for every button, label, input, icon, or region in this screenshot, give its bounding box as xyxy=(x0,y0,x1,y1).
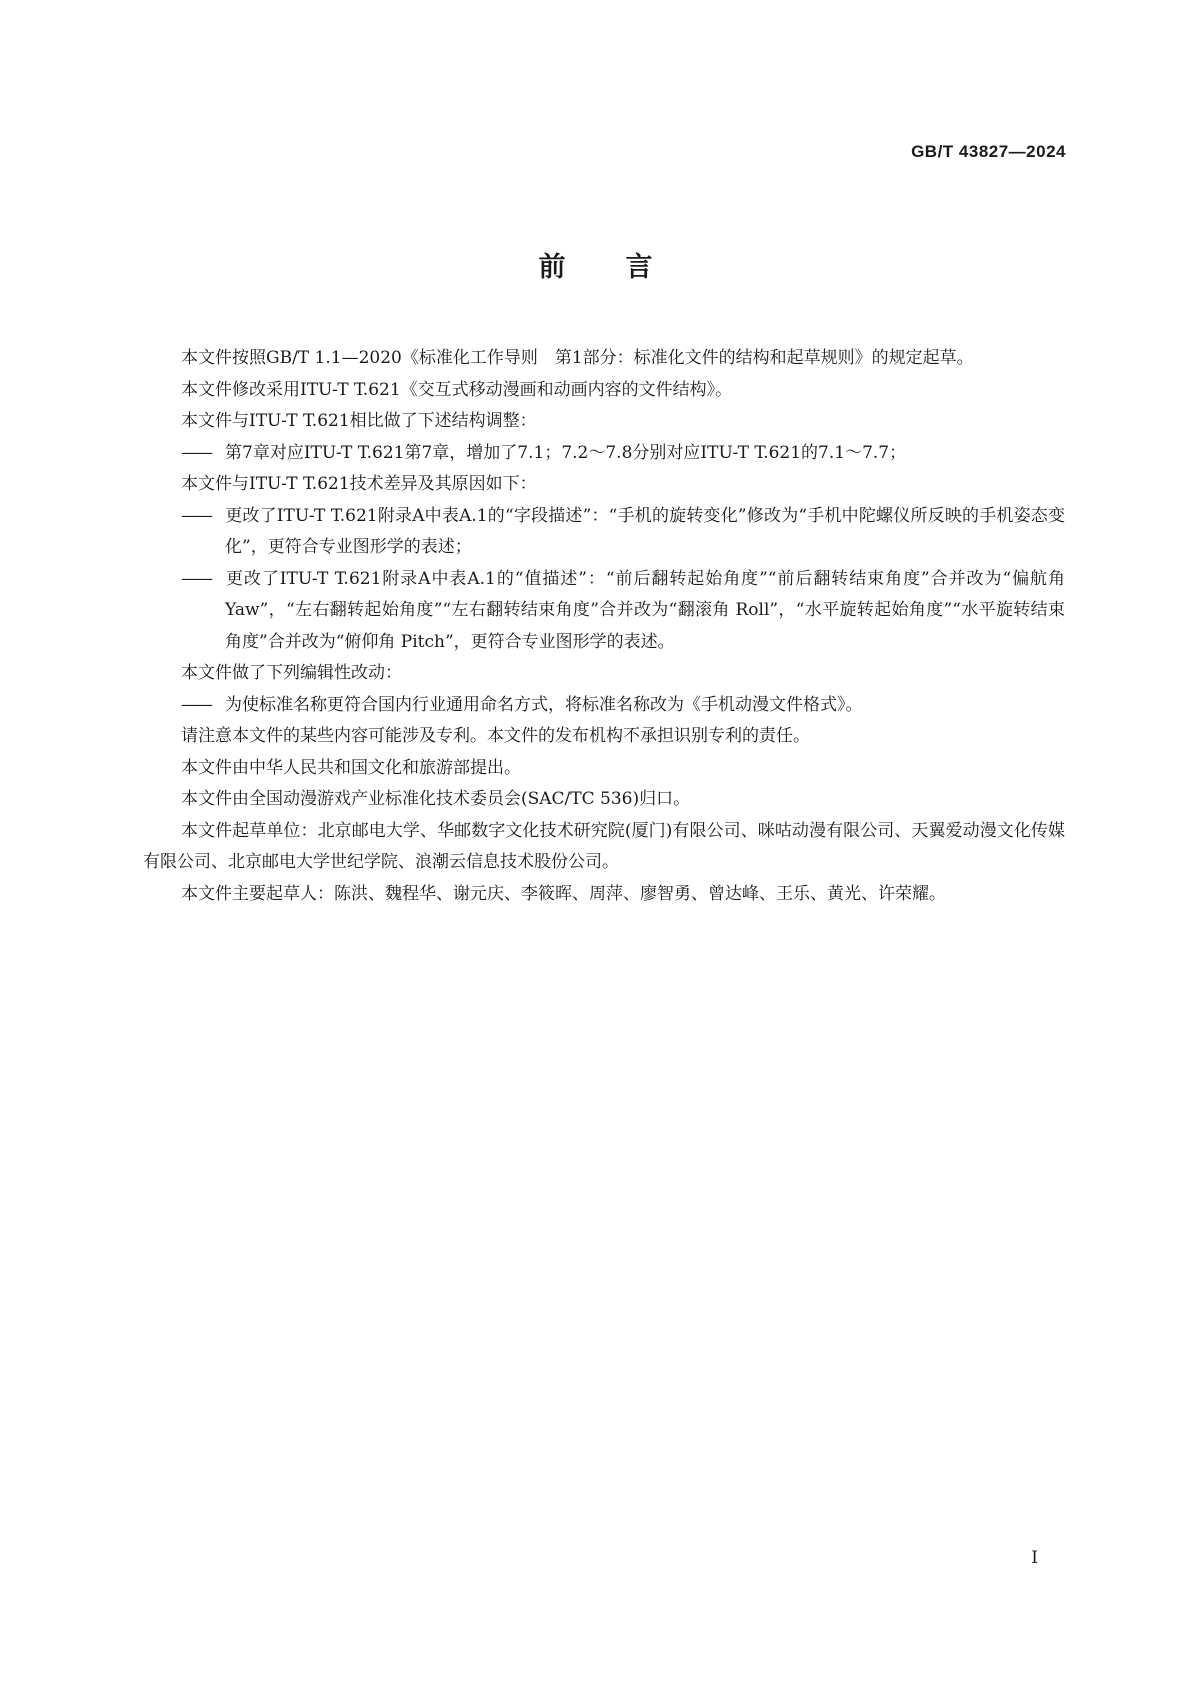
dash-marker: —— xyxy=(181,568,211,589)
paragraph: 本文件与ITU-T T.621技术差异及其原因如下： xyxy=(181,474,537,494)
paragraph: 本文件由全国动漫游戏产业标准化技术委员会(SAC/TC 536)归口。 xyxy=(181,789,691,809)
paragraph: 请注意本文件的某些内容可能涉及专利。本文件的发布机构不承担识别专利的责任。 xyxy=(181,726,810,746)
paragraph: 本文件按照GB/T 1.1—2020《标准化工作导则 第1部分：标准化文件的结构和起草规则》的规定起草。 xyxy=(181,348,974,368)
dash-marker: —— xyxy=(181,694,211,715)
dash-marker: —— xyxy=(181,505,211,526)
dash-item-text: 更改了ITU-T T.621附录A中表A.1的“字段描述”：“手机的旋转变化”修改为“手机中陀螺仪所反映的手机姿态变化”，更符合专业图形学的表述； xyxy=(225,505,1065,557)
body-text xyxy=(143,343,1065,910)
dash-marker: —— xyxy=(181,442,211,463)
dash-list-item xyxy=(143,501,1065,564)
paragraph: 本文件由中华人民共和国文化和旅游部提出。 xyxy=(181,757,521,778)
standard-number: GB/T 43827—2024 xyxy=(911,142,1066,161)
paragraph: 本文件与ITU-T T.621相比做了下述结构调整： xyxy=(181,411,537,431)
dash-item-text: 为使标准名称更符合国内行业通用命名方式，将标准名称改为《手机动漫文件格式》。 xyxy=(225,694,863,715)
page-number: I xyxy=(1031,1548,1038,1568)
paragraph: 本文件修改采用ITU-T T.621《交互式移动漫画和动画内容的文件结构》。 xyxy=(181,379,733,400)
paragraph: 本文件做了下列编辑性改动： xyxy=(181,663,402,683)
dash-item-text: 更改了ITU-T T.621附录A中表A.1的“值描述”：“前后翻转起始角度”“前后翻转结束角度”合并改为“偏航角 Yaw”，“左右翻转起始角度”“左右翻转结束角度”合并改为“翻滚角 Roll”，“水平旋转起始角度”“水平旋转结束角度”合并改为“俯仰角 Pitch”，更符合专业图形学的表述。 xyxy=(225,568,1065,652)
dash-item-text: 第7章对应ITU-T T.621第7章，增加了7.1；7.2～7.8分别对应ITU-T T.621的7.1～7.7； xyxy=(225,442,907,463)
dash-list-item xyxy=(143,438,1065,470)
dash-list-item xyxy=(143,564,1065,659)
paragraph: 本文件起草单位：北京邮电大学、华邮数字文化技术研究院(厦门)有限公司、咪咕动漫有限公司、天翼爱动漫文化传媒有限公司、北京邮电大学世纪学院、浪潮云信息技术股份公司。 xyxy=(143,820,1065,872)
dash-list-item xyxy=(143,690,1065,722)
page-title: 前言 xyxy=(538,252,713,283)
paragraph: 本文件主要起草人：陈洪、魏程华、谢元庆、李筱晖、周萍、廖智勇、曾达峰、王乐、黄光、许荣耀。 xyxy=(181,883,946,904)
